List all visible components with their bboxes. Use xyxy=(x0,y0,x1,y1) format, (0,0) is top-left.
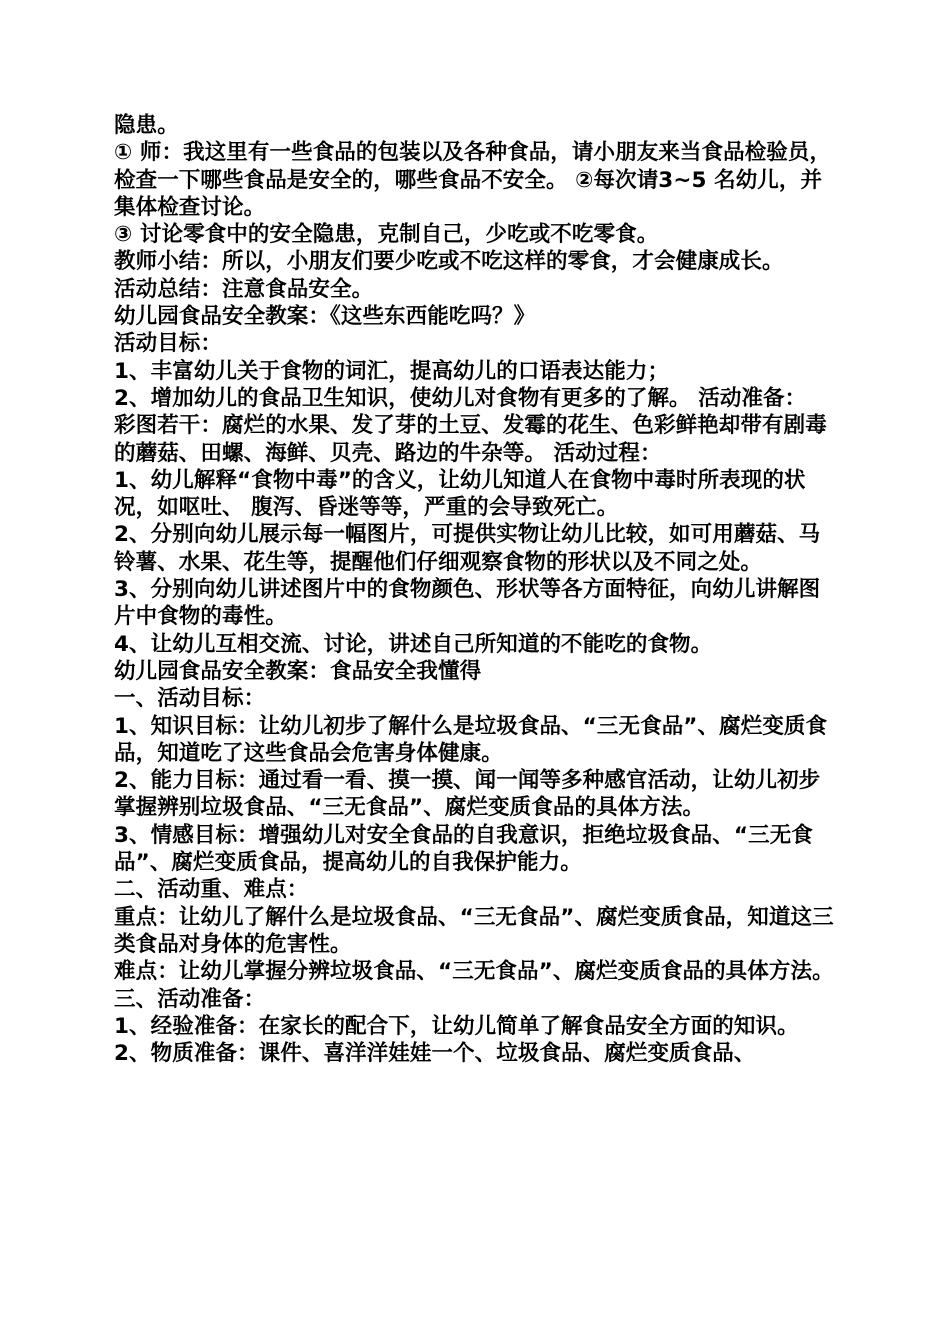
paragraph-4: 教师小结：所以，小朋友们要少吃或不吃这样的零食，才会健康成长。 xyxy=(114,249,784,275)
paragraph-16: 一、活动目标： xyxy=(114,686,266,712)
section-title-2: 幼儿园食品安全教案：食品安全我懂得 xyxy=(114,658,482,684)
paragraph-12: 2、分别向幼儿展示每一幅图片，可提供实物让幼儿比较，如可用蘑菇、马铃薯、水果、花生等，提醒他们仔细观察食物的形状以及不同之处。 xyxy=(114,522,821,575)
paragraph-7: 活动目标： xyxy=(114,331,223,357)
paragraph-19: 3、情感目标：增强幼儿对安全食品的自我意识，拒绝垃圾食品、“三无食品”、腐烂变质食品，提高幼儿的自我保护能力。 xyxy=(114,822,813,876)
paragraph-1: 隐患。 xyxy=(114,113,179,138)
paragraph-14: 4、让幼儿互相交流、讨论，讲述自己所知道的不能吃的食物。 xyxy=(114,631,713,657)
paragraph-11: 1、幼儿解释“食物中毒”的含义，让幼儿知道人在食物中毒时所表现的状况，如呕吐、 腹泻、昏迷等等，严重的会导致死亡。 xyxy=(114,467,806,521)
paragraph-3: ③ 讨论零食中的安全隐患，克制自己，少吃或不吃零食。 xyxy=(114,222,659,248)
paragraph-13: 3、分别向幼儿讲述图片中的食物颜色、形状等各方面特征，向幼儿讲解图片中食物的毒性。 xyxy=(114,577,821,630)
paragraph-21: 重点：让幼儿了解什么是垃圾食品、“三无食品”、腐烂变质食品，知道这三类食品对身体的危害性。 xyxy=(114,904,834,957)
paragraph-17: 1、知识目标：让幼儿初步了解什么是垃圾食品、“三无食品”、腐烂变质食品，知道吃了这些食品会危害身体健康。 xyxy=(114,713,828,766)
paragraph-23: 三、活动准备： xyxy=(114,986,266,1012)
paragraph-9: 2、增加幼儿的食品卫生知识，使幼儿对食物有更多的了解。 活动准备： xyxy=(114,385,807,411)
paragraph-2: ① 师：我这里有一些食品的包装以及各种食品，请小朋友来当食品检验员，检查一下哪些食品是安全的，哪些食品不安全。 ②每次请3~5 名幼儿，并集体检查讨论。 xyxy=(114,140,832,220)
paragraph-8: 1、丰富幼儿关于食物的词汇，提高幼儿的口语表达能力； xyxy=(114,358,670,384)
paragraph-5: 活动总结：注意食品安全。 xyxy=(114,276,374,302)
paragraph-22: 难点：让幼儿掌握分辨垃圾食品、“三无食品”、腐烂变质食品的具体方法。 xyxy=(114,959,834,985)
paragraph-10: 彩图若干：腐烂的水果、发了芽的土豆、发霉的花生、色彩鲜艳却带有剧毒的蘑菇、田螺、海鲜、贝壳、路边的牛杂等。 活动过程： xyxy=(114,413,827,466)
paragraph-24: 1、经验准备：在家长的配合下，让幼儿简单了解食品安全方面的知识。 xyxy=(114,1013,799,1039)
section-title-1: 幼儿园食品安全教案：《这些东西能吃吗？》 xyxy=(114,304,536,330)
paragraph-20: 二、活动重、难点： xyxy=(114,877,309,903)
paragraph-25: 2、物质准备：课件、喜洋洋娃娃一个、垃圾食品、腐烂变质食品、 xyxy=(114,1041,756,1067)
paragraph-18: 2、能力目标：通过看一看、摸一摸、闻一闻等多种感官活动，让幼儿初步掌握辨别垃圾食品、“三无食品”、腐烂变质食品的具体方法。 xyxy=(114,768,821,821)
document-page xyxy=(114,112,838,1067)
